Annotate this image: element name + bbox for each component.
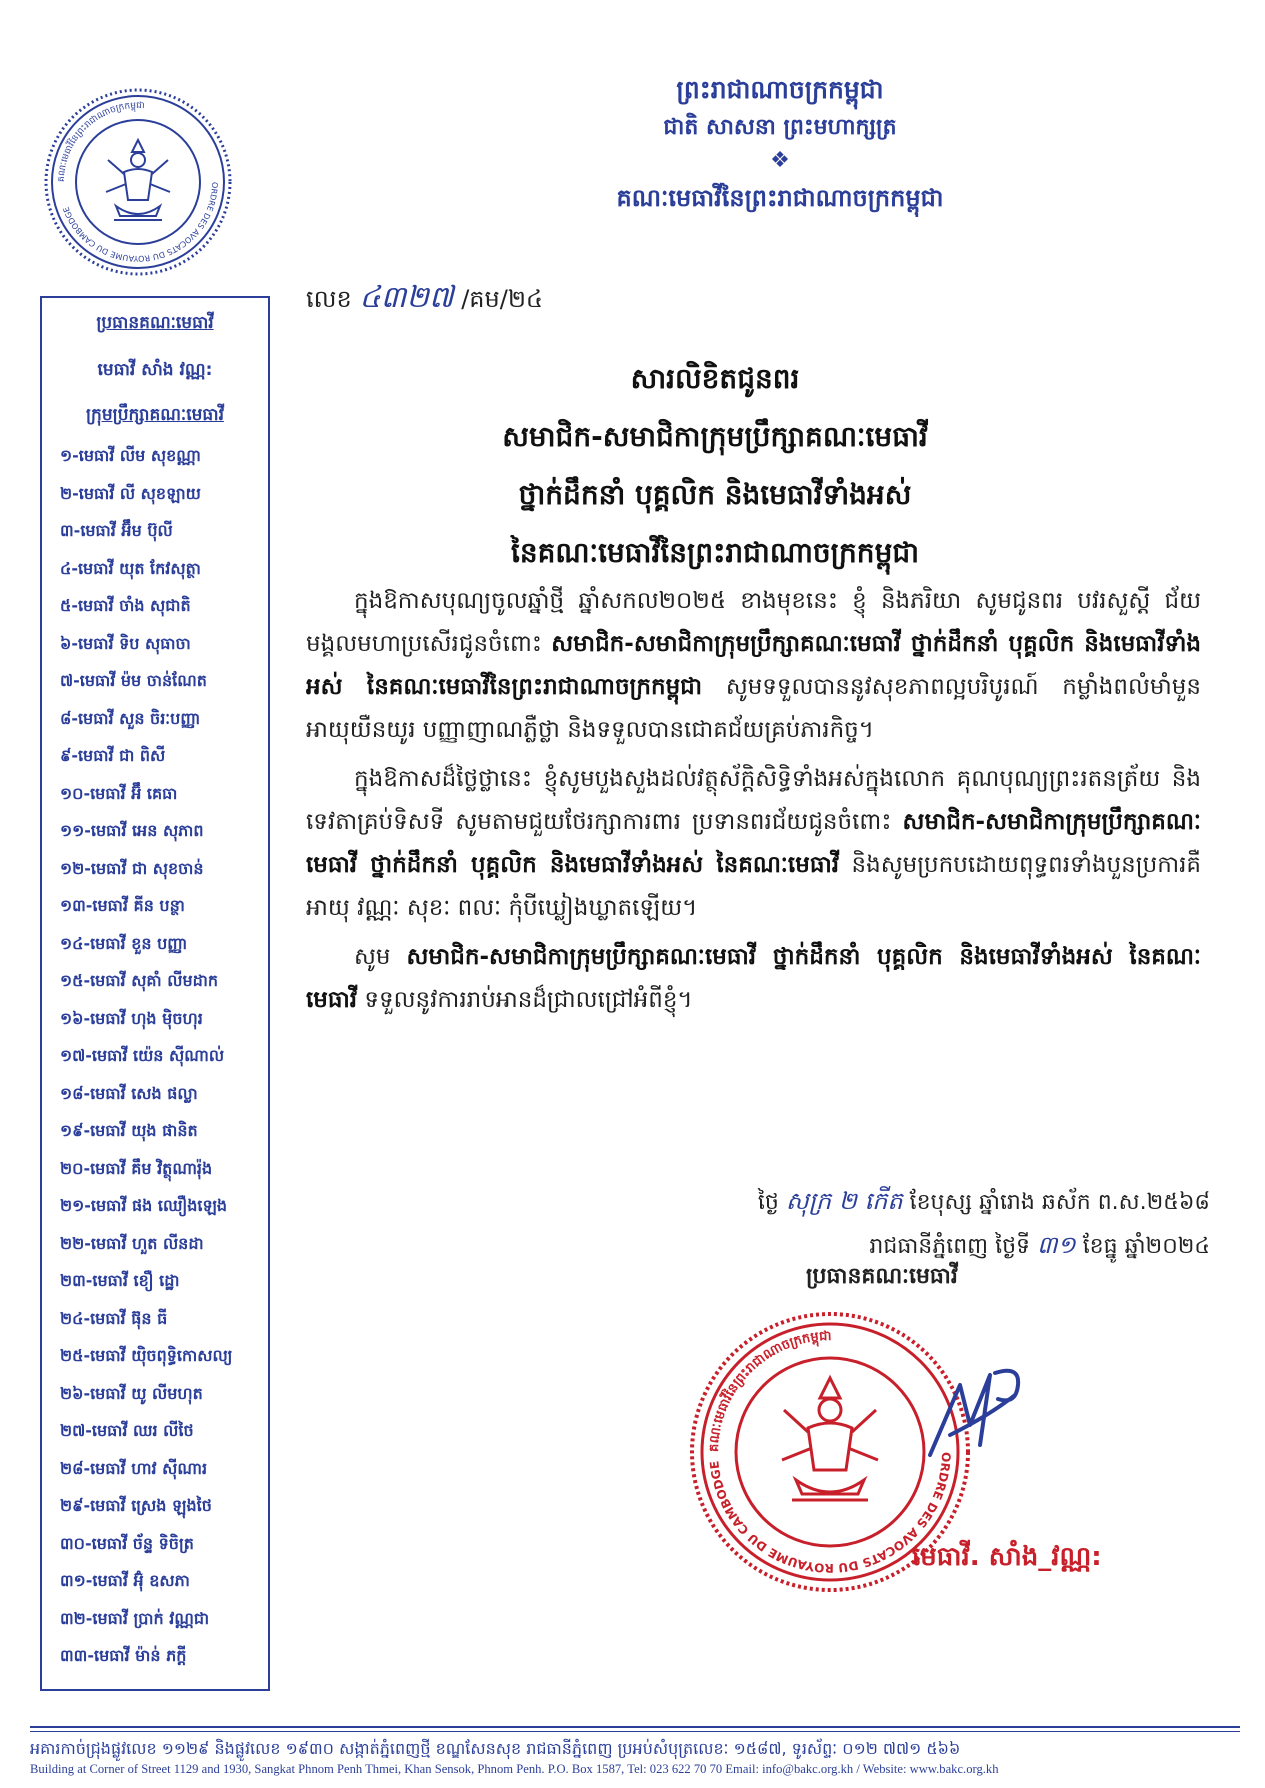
lunar-date-prefix: ថ្ងៃ bbox=[757, 1190, 779, 1215]
svg-text:គណៈមេធាវីនៃព្រះរាជាណាចក្រកម្ពុ bbox=[707, 1329, 832, 1452]
council-member: ១៦-មេធាវី ហុង ម៉ិចហុរ bbox=[60, 1008, 203, 1028]
organization-name: គណៈមេធាវីនៃព្រះរាជាណាចក្រកម្ពុជា bbox=[616, 184, 944, 212]
signer-title: ប្រធានគណៈមេធាវី bbox=[806, 1264, 958, 1289]
paragraph-text: សូមទទួលបាននូវសុខភាពល្អបរិបូរណ៍ កម្លាំងពលំមាំមួន អាយុយឺនយូរ បញ្ញាញាណភ្លឺថ្លា និងទទួលបានជោគជ័យគ្រប់ភារកិច្ច។ bbox=[306, 674, 1201, 743]
reference-number: ៤៣២៧ bbox=[359, 280, 454, 315]
council-member: ២១-មេធាវី ផង ឈឿងឡេង bbox=[60, 1196, 228, 1215]
kingdom-title: ព្រះរាជាណាចក្រកម្ពុជា bbox=[676, 75, 884, 104]
council-member: ១៤-មេធាវី ខួន បញ្ញា bbox=[60, 933, 188, 953]
council-member: ២៦-មេធាវី យូ លីមហុត bbox=[60, 1383, 203, 1403]
council-member: ២-មេធាវី លី សុខឡាយ bbox=[60, 483, 201, 503]
solar-date-day: ៣១ bbox=[1037, 1231, 1076, 1259]
title-line: សមាជិក-សមាជិកាក្រុមប្រឹក្សាគណៈមេធាវី bbox=[502, 420, 928, 453]
council-member: ៣-មេធាវី អ៊ឹម ប៊ុលី bbox=[60, 521, 173, 540]
paragraph-emphasis: សមាជិក-សមាជិកាក្រុមប្រឹក្សាគណៈមេធាវី ថ្នាក់ដឹកនាំ បុគ្គលិក និងមេធាវីទាំងអស់ នៃគណៈមេធាវីនៃព្រះរាជាណាចក្រកម្ពុជា bbox=[306, 631, 1201, 700]
title-line: ថ្នាក់ដឹកនាំ បុគ្គលិក និងមេធាវីទាំងអស់ bbox=[518, 478, 912, 511]
council-member: ៤-មេធាវី យុត កែវសុត្ថា bbox=[60, 558, 201, 578]
signer-name: មេធាវី. សាំង_វណ្ណ: bbox=[912, 1542, 1102, 1572]
council-member: ២៩-មេធាវី ស្រេង ឡុងថៃ bbox=[60, 1496, 212, 1515]
council-member: ៣៣-មេធាវី ម៉ាន់ ភក្តី bbox=[60, 1646, 187, 1665]
seal-ring-text-fr: ORDRE DES AVOCATS DU ROYAUME DU CAMBODGE bbox=[707, 1451, 954, 1576]
council-member: ២៣-មេធាវី ខឿ ដ្ឋោ bbox=[60, 1271, 180, 1290]
letter-reference bbox=[306, 278, 543, 322]
council-member: ១៥-មេធាវី សុគាំ លីមដាក bbox=[60, 971, 219, 990]
paragraph-emphasis: សមាជិក-សមាជិកាក្រុមប្រឹក្សាគណៈមេធាវី ថ្នាក់ដឹកនាំ បុគ្គលិក និងមេធាវីទាំងអស់ នៃគណៈមេធាវី bbox=[306, 809, 1201, 878]
footer-divider bbox=[30, 1731, 1240, 1732]
handwritten-signature bbox=[920, 1355, 1030, 1475]
council-member: ១៨-មេធាវី សេង ផល្លា bbox=[60, 1083, 198, 1103]
council-member: ២៥-មេធាវី យ៉ិចពុទ្ធិកោសល្យ bbox=[60, 1346, 233, 1365]
seal-ring-text: គណៈមេធាវីនៃព្រះរាជាណាចក្រកម្ពុជា bbox=[706, 1328, 832, 1453]
footer-divider bbox=[30, 1726, 1240, 1728]
council-member-list bbox=[42, 437, 268, 1675]
letter-title bbox=[300, 350, 1130, 582]
paragraph bbox=[306, 936, 1201, 1022]
title-line: សារលិខិតជូនពរ bbox=[630, 362, 800, 395]
deity-figure-icon bbox=[106, 140, 170, 220]
council-member: ១០-មេធាវី អ៊ឹ គេធា bbox=[60, 783, 178, 803]
title-line: នៃគណៈមេធាវីនៃព្រះរាជាណាចក្រកម្ពុជា bbox=[510, 536, 920, 569]
council-member: ២៨-មេធាវី ហាវ ស៊ីណារ bbox=[60, 1458, 208, 1478]
council-member: ១៩-មេធាវី យុង ផានិត bbox=[60, 1121, 198, 1140]
reference-suffix: /គម/២៤ bbox=[461, 285, 543, 313]
reference-prefix: លេខ bbox=[306, 285, 352, 313]
council-member: ១១-មេធាវី អេន សុភាព bbox=[60, 821, 204, 840]
lunar-date-rest: ខែបុស្ស ឆ្នាំរោង ឆស័ក ព.ស.២៥៦៨ bbox=[909, 1190, 1210, 1215]
council-member: ២០-មេធាវី គឹម វិត្ថុណារ៉ុង bbox=[60, 1158, 213, 1178]
paragraph bbox=[306, 758, 1201, 930]
lunar-date-day: សុក្រ ២ កើត bbox=[785, 1187, 903, 1215]
council-member: ៦-មេធាវី ទិប សុធាចា bbox=[60, 633, 191, 653]
council-member: ២២-មេធាវី ហួត លីនដា bbox=[60, 1233, 204, 1253]
council-member: ៥-មេធាវី ចាំង សុជាតិ bbox=[60, 596, 191, 615]
ornament-divider: ❖ bbox=[770, 148, 790, 173]
council-member: ១-មេធាវី លីម សុខណ្ណា bbox=[60, 446, 201, 465]
council-member: ៧-មេធាវី ម៉ម ចាន់ណែត bbox=[60, 671, 207, 690]
council-member: ២៧-មេធាវី ឈរ លីថៃ bbox=[60, 1421, 194, 1440]
lunar-date bbox=[640, 1180, 1210, 1224]
logo-ring-text: គណៈមេធាវីនៃព្រះរាជាណាចក្រកម្ពុជា bbox=[56, 100, 145, 183]
council-member: ៣១-មេធាវី អ៊ុំ ឧសភា bbox=[60, 1571, 190, 1590]
council-member: ៩-មេធាវី ជា ពិសី bbox=[60, 746, 166, 765]
logo-ring-text-fr: ORDRE DES AVOCATS DU ROYAUME DU CAMBODGE bbox=[61, 181, 220, 264]
council-member: ១២-មេធាវី ជា សុខចាន់ bbox=[60, 858, 204, 878]
council-member: ៨-មេធាវី សួន ចិរៈបញ្ញា bbox=[60, 708, 201, 728]
council-member: ១៣-មេធាវី គីន បន្ថា bbox=[60, 896, 185, 915]
paragraph-text: ក្នុងឱកាសដ៏ថ្លៃថ្លានេះ ខ្ញុំសូមបួងសួងដល់វត្ថុស័ក្តិសិទ្ធិទាំងអស់ក្នុងលោក គុណបុណ្យព្រះរតនត្រ័យ និងទេវតាគ្រប់ទិសទី សូមតាមជួយថែរក្សាការពារ ប្រទានពរជ័យជូនចំពោះ bbox=[306, 766, 1201, 835]
sidebar-president-name: មេធាវី សាំង វណ្ណ: bbox=[97, 360, 213, 380]
letter-dates bbox=[640, 1180, 1210, 1268]
bar-association-logo bbox=[44, 88, 232, 276]
paragraph bbox=[306, 580, 1201, 752]
council-member: ២៤-មេធាវី ផ៊ុន ធី bbox=[60, 1308, 168, 1328]
paragraph-text: ក្នុងឱកាសបុណ្យចូលឆ្នាំថ្មី ឆ្នាំសកល២០២៥ ខាងមុខនេះ ខ្ញុំ និងភរិយា សូមជូនពរ បវរសួស្តី ជ័យមង្គលមហាប្រសើរជូនចំពោះ bbox=[306, 588, 1201, 657]
council-member: ៣២-មេធាវី ប្រាក់ វណ្ណជា bbox=[60, 1608, 210, 1628]
paragraph-text: និងសូមប្រកបដោយពុទ្ធពរទាំងបួនប្រការគឺ អាយុ វណ្ណៈ សុខៈ ពលៈ កុំបីឃ្លៀងឃ្លាតឡើយ។ bbox=[306, 852, 1201, 921]
letterhead bbox=[420, 70, 1140, 220]
council-member: ១៧-មេធាវី យ៉េន ស៊ីណាល់ bbox=[60, 1046, 225, 1065]
paragraph-text: សូម bbox=[354, 944, 391, 970]
paragraph-text: ទទួលនូវការរាប់អានដ៏ជ្រាលជ្រៅអំពីខ្ញុំ។ bbox=[364, 987, 693, 1013]
footer-address-khmer: អគារកាច់ជ្រុងផ្លូវលេខ ១១២៩ និងផ្លូវលេខ ១៩៣០ សង្កាត់ភ្នំពេញថ្មី ខណ្ឌសែនសុខ រាជធានីភ្នំពេញ ប្រអប់សំបុត្រលេខៈ ១៥៨៧, ទូរស័ព្ទៈ ០១២ ៧៧១ ៥៦៦ bbox=[30, 1739, 961, 1758]
council-sidebar bbox=[40, 296, 270, 1691]
national-motto: ជាតិ សាសនា ព្រះមហាក្សត្រ bbox=[663, 115, 897, 140]
solar-date-prefix: រាជធានីភ្នំពេញ ថ្ងៃទី bbox=[869, 1234, 1031, 1259]
paragraph-emphasis: សមាជិក-សមាជិកាក្រុមប្រឹក្សាគណៈមេធាវី ថ្នាក់ដឹកនាំ បុគ្គលិក និងមេធាវីទាំងអស់ នៃគណៈមេធាវី bbox=[306, 944, 1202, 1013]
deity-figure-icon bbox=[782, 1378, 878, 1500]
sidebar-council-title: ក្រុមប្រឹក្សាគណៈមេធាវី bbox=[85, 405, 224, 425]
solar-date-rest: ខែធ្នូ ឆ្នាំ២០២៤ bbox=[1082, 1234, 1210, 1259]
sidebar-president-title: ប្រធានគណៈមេធាវី bbox=[96, 313, 214, 333]
council-member: ៣០-មេធាវី ច័ន្ទ ទិចិត្រ bbox=[60, 1533, 194, 1553]
letter-body bbox=[306, 580, 1201, 1028]
footer-address-english: Building at Corner of Street 1129 and 1930, Sangkat Phnom Penh Thmei, Khan Sensok, Phnom Penh. P.O. Box 1587, Tel: 023 622 70 70 Email: info@bakc.org.kh / Website: www.bakc.org.kh bbox=[30, 1762, 999, 1776]
